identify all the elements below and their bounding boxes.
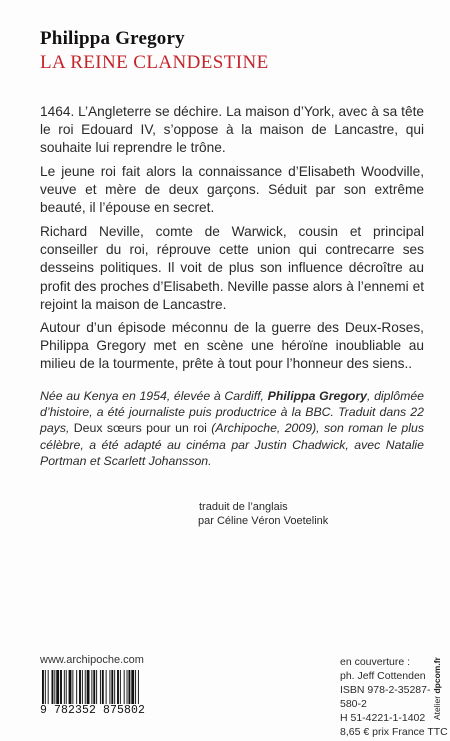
- bio-book-title: Deux sœurs pour un roi: [73, 421, 207, 436]
- translator-credit: [198, 500, 328, 528]
- barcode-bar: [56, 670, 59, 704]
- barcode-bar: [54, 670, 55, 704]
- barcode-bar: [100, 670, 101, 704]
- barcode-bar: [117, 670, 119, 704]
- barcode-bar: [138, 670, 139, 704]
- product-code: H 51-4221-1-1402: [340, 712, 426, 724]
- translator-line-1: traduit de l’anglais: [199, 501, 288, 513]
- barcode-bar: [131, 670, 134, 704]
- barcode-bar: [87, 670, 90, 704]
- barcode-bar: [64, 670, 65, 704]
- barcode-bar: [106, 670, 107, 704]
- barcode-bar: [66, 670, 67, 704]
- translator-line-2: par Céline Véron Voetelink: [198, 515, 329, 527]
- bio-part-2: , diplômée d’histoire, a été journaliste puis productrice à la BBC. Traduit dans 22 pays,: [40, 389, 424, 436]
- barcode-bar: [135, 670, 136, 704]
- atelier-brand: dpcom.fr: [432, 657, 442, 694]
- barcode-bars: [40, 670, 188, 704]
- barcode-bar: [85, 670, 86, 704]
- barcode-bar: [128, 670, 130, 704]
- barcode-bar: [102, 670, 104, 704]
- barcode-bar: [96, 670, 97, 704]
- author-name: Philippa Gregory: [40, 28, 185, 49]
- barcode-bar: [124, 670, 125, 704]
- barcode-bar: [120, 670, 121, 704]
- barcode-bar: [76, 670, 77, 704]
- barcode-bar: [72, 670, 73, 704]
- barcode-bar: [114, 670, 115, 704]
- credit-photographer: ph. Jeff Cottenden: [340, 670, 426, 682]
- blurb-paragraph-3: Richard Neville, comte de Warwick, cousin et principal conseiller du roi, réprouve cette union qui contrecarre ses desseins politiques. Il voit de plus son influence décroître au profit des proches d’Elisabeth. Neville passe alors à l’ennemi et rejoint la maison de Lancastre.: [40, 224, 424, 312]
- price: 8,65 € prix France TTC: [340, 726, 448, 738]
- barcode-bar: [127, 670, 128, 704]
- barcode-bar: [69, 670, 72, 704]
- barcode-bar: [79, 670, 81, 704]
- barcode-bar: [45, 670, 46, 704]
- bio-part-1: Née au Kenya en 1954, élevée à Cardiff,: [40, 389, 268, 403]
- design-studio-credit: [432, 657, 442, 720]
- barcode-bar: [111, 670, 113, 704]
- blurb-paragraph-4: Autour d’un épisode méconnu de la guerre des Deux-Roses, Philippa Gregory met en scène une héroïne inoubliable au milieu de la tourmente, prête à tout pour l’honneur des siens..: [40, 320, 424, 372]
- blurb-paragraph-2: Le jeune roi fait alors la connaissance d’Elisabeth Woodville, veuve et mère de deux garçons. Séduit par son extrême beauté, il l’épouse en secret.: [40, 164, 424, 216]
- barcode-bar: [109, 670, 110, 704]
- credit-cover-label: en couverture :: [340, 656, 411, 668]
- barcode-bar: [91, 670, 92, 704]
- barcode-bar: [42, 670, 44, 704]
- author-bio: [40, 388, 424, 469]
- barcode-bar: [82, 670, 83, 704]
- barcode-bar: [93, 670, 95, 704]
- barcode-bar: [48, 670, 49, 704]
- barcode-bar: [52, 670, 54, 704]
- book-title: LA REINE CLANDESTINE: [40, 52, 269, 73]
- atelier-label: Atelier: [432, 693, 442, 720]
- barcode-bar: [60, 670, 62, 704]
- bio-author-name: Philippa Gregory: [267, 389, 367, 403]
- isbn: ISBN 978-2-35287-580-2: [340, 684, 431, 710]
- barcode-digits: 9 782352 875802: [40, 704, 146, 717]
- blurb-paragraph-1: 1464. L’Angleterre se déchire. La maison d’York, avec à sa tête le roi Edouard IV, s’oppose à la maison de Lancastre, qui souhaite lui reprendre le trône.: [40, 104, 424, 156]
- bio-part-3: (Archipoche, 2009), son roman le plus célèbre, a été adapté au cinéma par Justin Chadwick, avec Natalie Portman et Scarlett Johansson.: [40, 421, 424, 468]
- publisher-website: www.archipoche.com: [40, 654, 144, 666]
